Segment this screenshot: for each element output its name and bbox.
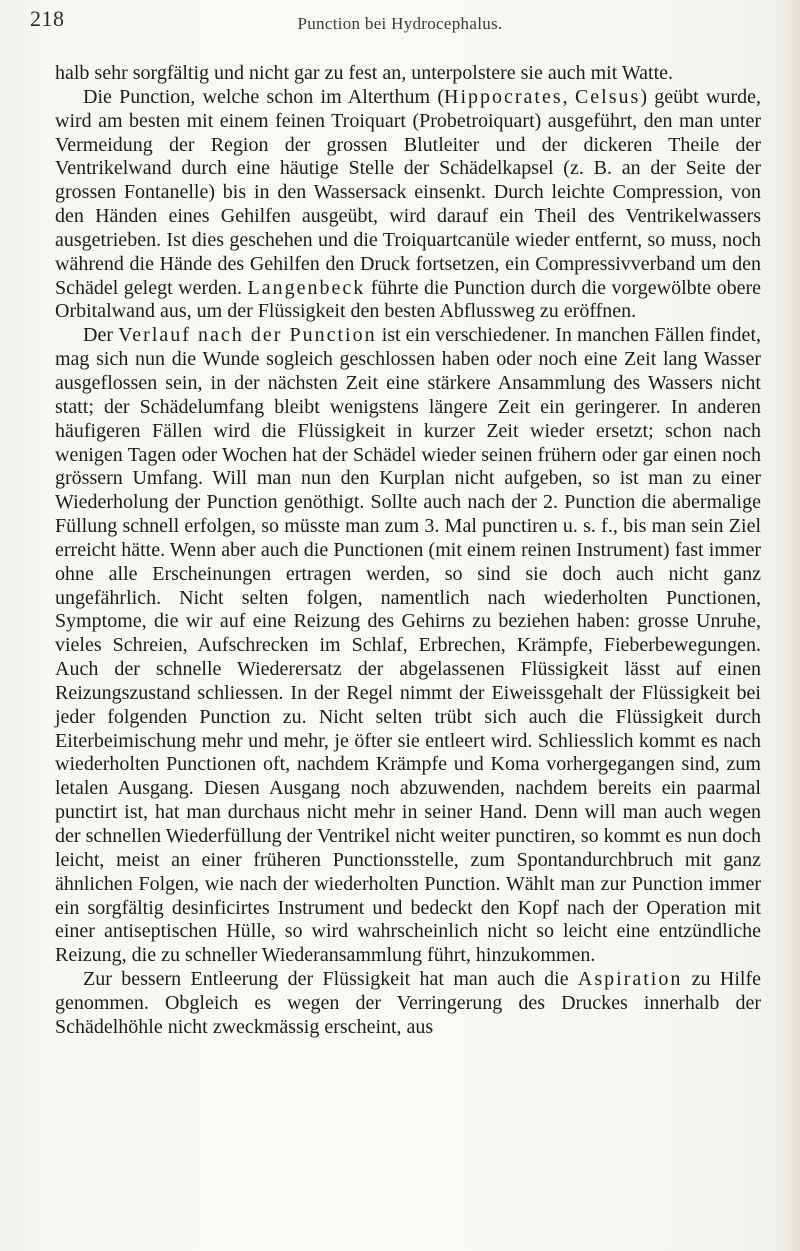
text-run: Der	[83, 324, 119, 347]
emphasis-aspiration: Aspiration	[577, 968, 683, 991]
text-run: zu Hilfe genommen. Obgleich es wegen der Verringerung des Druckes innerhalb der Schädelhöhle nicht zweckmässig erscheint, aus	[55, 968, 761, 1038]
text-run: ist ein verschiedener. In manchen Fällen findet, mag sich nun die Wunde sogleich geschlossen haben oder noch eine Zeit lang Wasser ausgeflossen sein, in der nächsten Zeit eine stärkere Ansammlung des Wassers nicht statt; der Schädelumfang bleibt wenigstens längere Zeit ein geringerer. In anderen häufigeren Fällen wird die Flüssigkeit in kurzer Zeit wieder ersetzt; schon nach wenigen Tagen oder Wochen hat der Schädel wieder seinen frühern oder gar einen noch grössern Umfang. Will man nun den Kurplan nicht aufgeben, so ist man zu einer Wiederholung der Punction genöthigt. Sollte auch nach der 2. Punction die abermalige Füllung schnell erfolgen, so müsste man zum 3. Mal punctiren u. s. f., bis man sein Ziel erreicht hätte. Wenn aber auch die Punctionen (mit einem reinen Instrument) fast immer ohne alle Erscheinungen ertragen werden, so sind sie doch auch nicht ganz ungefährlich. Nicht selten folgen, namentlich nach wiederholten Punctionen, Symptome, die wir auf eine Reizung des Gehirns zu beziehen haben: grosse Unruhe, vieles Schreien, Aufschrecken im Schlaf, Erbrechen, Krämpfe, Fieberbewegungen. Auch der schnelle Wiederersatz der abgelassenen Flüssigkeit lässt auf einen Reizungszustand schliessen. In der Regel nimmt der Eiweissgehalt der Flüssigkeit bei jeder folgenden Punction zu. Nicht selten trübt sich auch die Flüssigkeit durch Eiterbeimischung mehr und mehr, je öfter sie entleert wird. Schliesslich kommt es nach wiederholten Punctionen oft, nachdem Krämpfe und Koma vorhergegangen sind, zum letalen Ausgang. Diesen Ausgang noch abzuwenden, nachdem bereits ein paarmal punctirt ist, hat man durchaus nicht mehr in seiner Hand. Denn will man auch wegen der schnellen Wiederfüllung der Ventrikel nicht weiter punctiren, so kommt es nun doch leicht, meist an einer früheren Punctionsstelle, zum Spontandurchbruch mit ganz ähnlichen Folgen, wie nach der wiederholten Punction. Wählt man zur Punction immer ein sorgfältig desinficirtes Instrument und bedeckt den Kopf nach der Operation mit einer antiseptischen Hülle, so wird wahrscheinlich nicht so leicht eine entzündliche Reizung, die zu schneller Wiederansammlung führt, hinzukommen.	[55, 324, 761, 967]
text-run: Die Punction, welche schon im Alterthum (	[83, 85, 445, 108]
text-run: ) geübt wurde, wird am besten mit einem feinen Troiquart (Probetroiquart) ausgeführt, den man unter Vermeidung der Region der grossen Blutleiter und der dickeren Theile der Ventrikelwand durch eine häutige Stelle der Schädelkapsel (z. B. an der Seite der grossen Fontanelle) bis in den Wassersack einsenkt. Durch leichte Compression, von den Händen eines Gehilfen ausgeübt, wird darauf ein Theil des Ventrikelwassers ausgetrieben. Ist dies geschehen und die Troiquartcanüle wieder entfernt, so muss, noch während die Hände des Gehilfen den Druck fortsetzen, ein Compressivverband um den Schädel gelegt werden.	[55, 85, 762, 299]
paragraph-aspiration	[55, 968, 761, 1040]
paragraph-verlauf	[55, 324, 761, 968]
paragraph-punction	[55, 86, 761, 324]
running-title: Punction bei Hydrocephalus.	[297, 14, 503, 33]
body-text	[55, 62, 761, 1040]
page-edge-shadow	[786, 0, 800, 1251]
emphasis-verlauf: Verlauf nach der Punction	[118, 324, 377, 347]
text-run: Zur bessern Entleerung der Flüssigkeit hat man auch die	[83, 968, 578, 991]
page-number: 218	[30, 6, 65, 31]
author-name-hippocrates: Hippocrates	[444, 85, 563, 108]
paragraph-continuation: halb sehr sorgfältig und nicht gar zu fest an, unterpolstere sie auch mit Watte.	[55, 62, 674, 84]
text-run: ,	[562, 85, 575, 108]
author-name-langenbeck: Langenbeck	[247, 276, 366, 299]
author-name-celsus: Celsus	[574, 85, 641, 108]
text-run: führte die Punction durch die vorgewölbte obere Orbitalwand aus, um der Flüssigkeit den besten Abflussweg zu eröffnen.	[55, 276, 761, 323]
